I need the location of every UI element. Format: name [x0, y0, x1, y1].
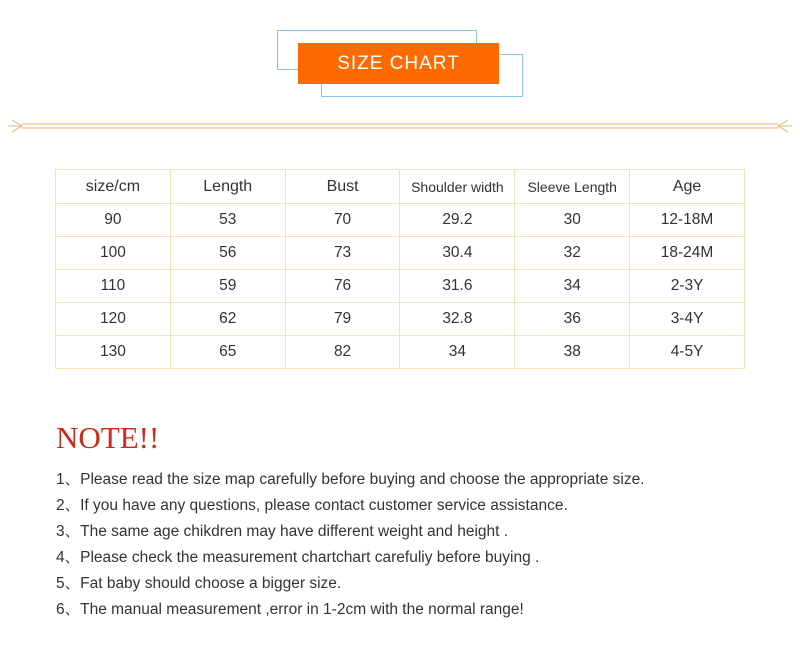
table-cell: 56	[170, 237, 285, 270]
table-cell: 65	[170, 336, 285, 369]
table-cell: 18-24M	[630, 237, 745, 270]
table-cell: 73	[285, 237, 400, 270]
table-cell: 100	[56, 237, 171, 270]
table-cell: 38	[515, 336, 630, 369]
table-cell: 76	[285, 270, 400, 303]
table-cell: 110	[56, 270, 171, 303]
table-cell: 130	[56, 336, 171, 369]
header-bust: Bust	[285, 170, 400, 204]
size-table	[55, 169, 745, 369]
table-cell: 36	[515, 303, 630, 336]
table-cell: 59	[170, 270, 285, 303]
header-size: size/cm	[56, 170, 171, 204]
table-cell: 34	[400, 336, 515, 369]
table-cell: 70	[285, 204, 400, 237]
table-cell: 79	[285, 303, 400, 336]
left-arrow-ornament	[8, 120, 22, 132]
table-cell: 32.8	[400, 303, 515, 336]
right-arrow-ornament	[778, 120, 792, 132]
note-item: 6、The manual measurement ,error in 1-2cm with the normal range!	[56, 601, 524, 618]
table-header-row	[56, 170, 745, 204]
header-shoulder-width: Shoulder width	[400, 170, 515, 204]
table-row	[56, 336, 745, 369]
table-cell: 32	[515, 237, 630, 270]
table-cell: 4-5Y	[630, 336, 745, 369]
note-item: 2、If you have any questions, please contact customer service assistance.	[56, 497, 568, 514]
table-cell: 31.6	[400, 270, 515, 303]
table-cell: 2-3Y	[630, 270, 745, 303]
table-cell: 12-18M	[630, 204, 745, 237]
title-banner	[277, 30, 523, 98]
table-cell: 29.2	[400, 204, 515, 237]
note-list	[56, 470, 645, 626]
table-row	[56, 237, 745, 270]
note-item: 5、Fat baby should choose a bigger size.	[56, 575, 342, 592]
table-cell: 30	[515, 204, 630, 237]
page-title: SIZE CHART	[298, 43, 499, 84]
table-row	[56, 270, 745, 303]
note-item: 4、Please check the measurement chartchart carefuliy before buying .	[56, 549, 540, 566]
note-heading: NOTE!!	[56, 420, 160, 455]
table-cell: 90	[56, 204, 171, 237]
table-cell: 53	[170, 204, 285, 237]
table-cell: 3-4Y	[630, 303, 745, 336]
table-cell: 82	[285, 336, 400, 369]
table-row	[56, 303, 745, 336]
header-length: Length	[170, 170, 285, 204]
ornamental-divider	[8, 116, 792, 136]
table-cell: 34	[515, 270, 630, 303]
header-sleeve-length: Sleeve Length	[515, 170, 630, 204]
table-cell: 30.4	[400, 237, 515, 270]
note-item: 3、The same age chikdren may have different weight and height .	[56, 523, 509, 540]
note-item: 1、Please read the size map carefully before buying and choose the appropriate size.	[56, 471, 645, 488]
table-row	[56, 204, 745, 237]
table-cell: 120	[56, 303, 171, 336]
header-age: Age	[630, 170, 745, 204]
table-cell: 62	[170, 303, 285, 336]
